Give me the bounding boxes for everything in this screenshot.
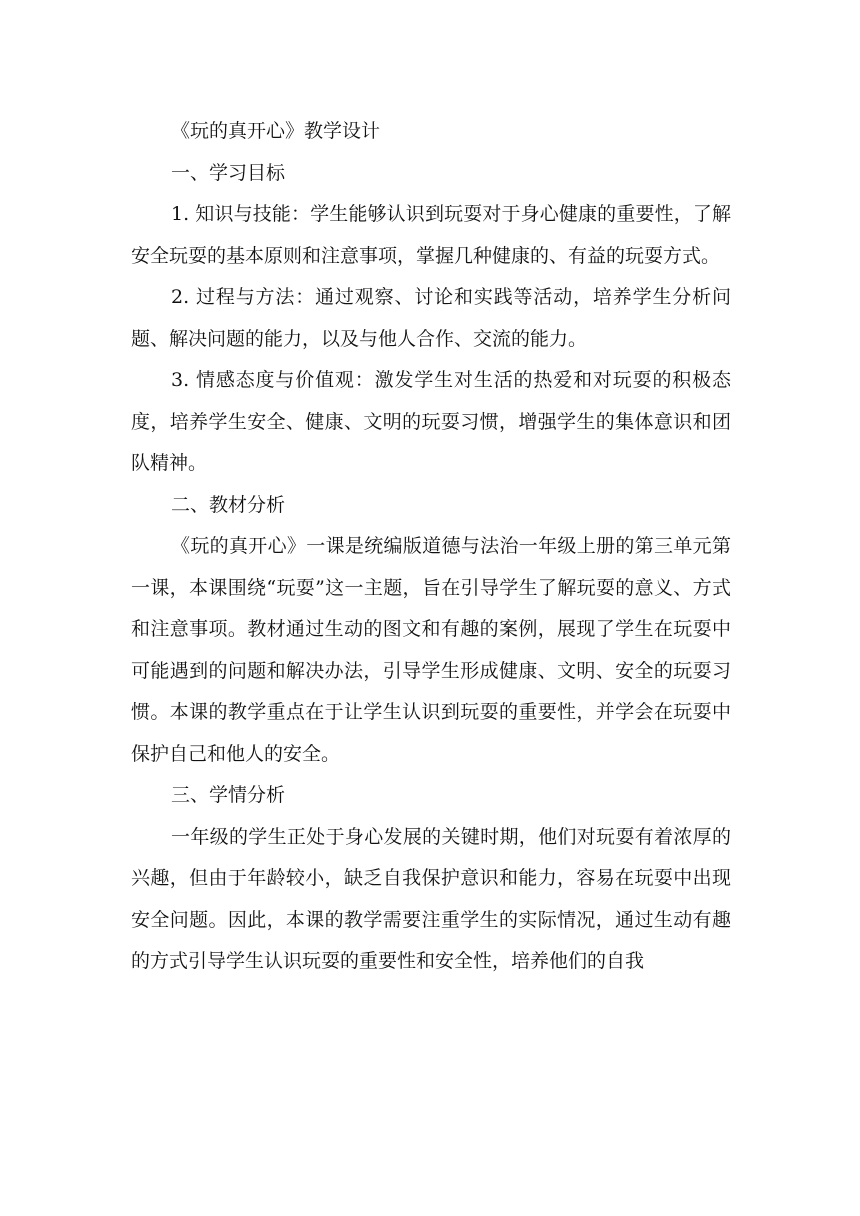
section-heading-student-analysis: 三、学情分析 [171, 784, 286, 806]
student-analysis-paragraph: 一年级的学生正处于身心发展的关键时期，他们对玩耍有着浓厚的兴趣，但由于年龄较小，缺乏自我保护意识和能力，容易在玩耍中出现安全问题。因此，本课的教学需要注重学生的实际情况，通过生动有趣的方式引导学生认识玩耍的重要性和安全性，培养他们的自我 [131, 825, 731, 972]
document-title: 《玩的真开心》教学设计 [171, 120, 381, 142]
goal-attitude-values: 3. 情感态度与价值观：激发学生对生活的热爱和对玩耍的积极态度，培养学生安全、健康、文明的玩耍习惯，增强学生的集体意识和团队精神。 [131, 369, 731, 474]
section-heading-learning-goals: 一、学习目标 [171, 161, 286, 184]
section-heading-textbook-analysis: 二、教材分析 [171, 493, 286, 516]
goal-knowledge-skills: 1. 知识与技能：学生能够认识到玩耍对于身心健康的重要性，了解安全玩耍的基本原则和注意事项，掌握几种健康的、有益的玩耍方式。 [131, 203, 731, 267]
document-body [131, 111, 731, 983]
goal-process-methods: 2. 过程与方法：通过观察、讨论和实践等活动，培养学生分析问题、解决问题的能力，以及与他人合作、交流的能力。 [131, 286, 731, 350]
textbook-analysis-paragraph: 《玩的真开心》一课是统编版道德与法治一年级上册的第三单元第一课，本课围绕“玩耍”这一主题，旨在引导学生了解玩耍的意义、方式和注意事项。教材通过生动的图文和有趣的案例，展现了学生在玩耍中可能遇到的问题和解决办法，引导学生形成健康、文明、安全的玩耍习惯。本课的教学重点在于让学生认识到玩耍的重要性，并学会在玩耍中保护自己和他人的安全。 [131, 535, 731, 765]
